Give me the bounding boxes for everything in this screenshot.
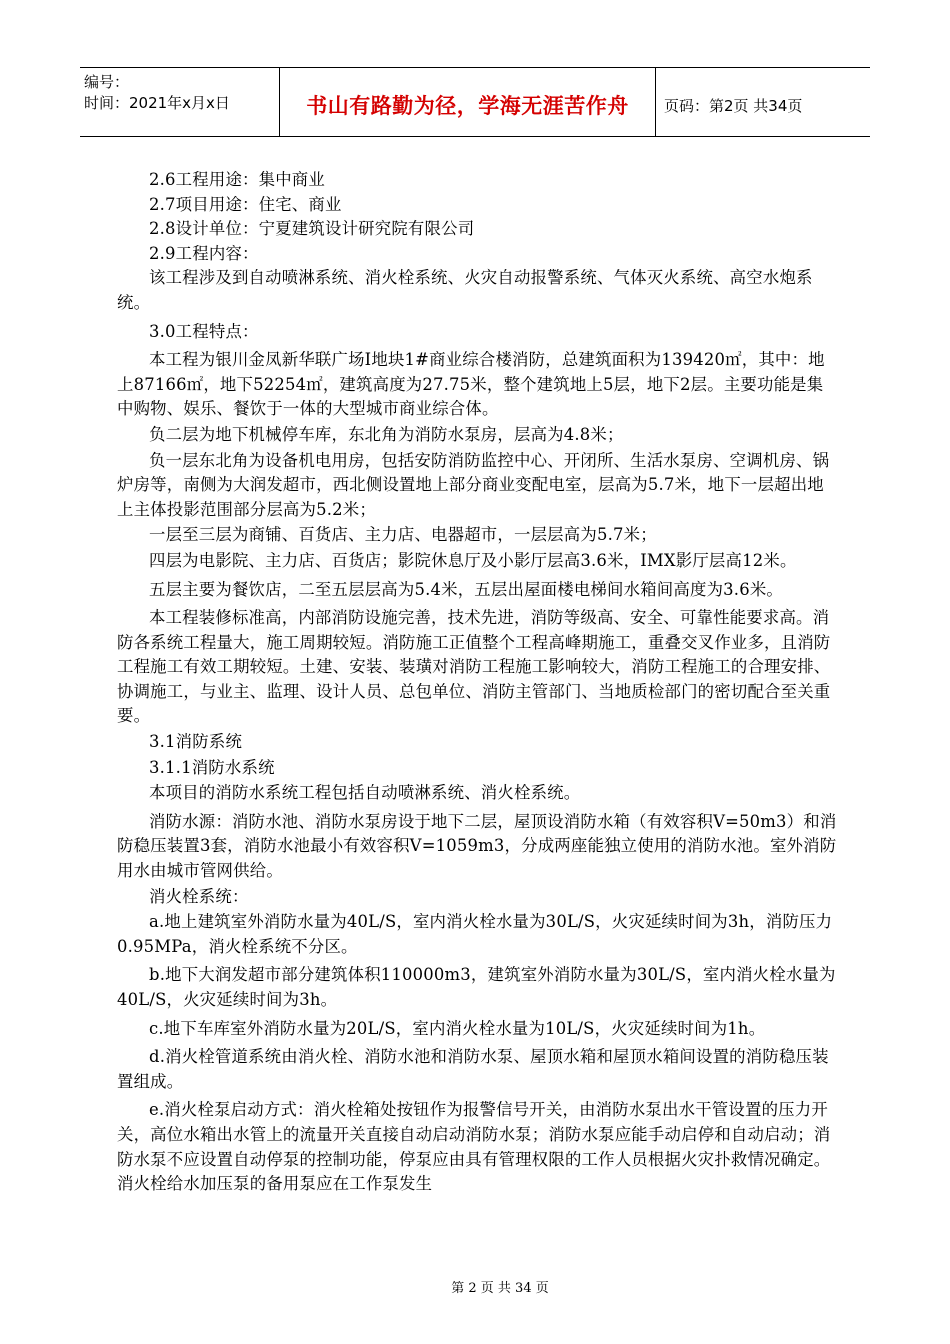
paragraph: c.地下车库室外消防水量为20L/S，室内消火栓水量为10L/S，火灾延续时间为1h。: [149, 1018, 766, 1038]
document-code-label: 编号：: [84, 73, 130, 91]
paragraph: 负一层东北角为设备机电用房，包括安防消防监控中心、开闭所、生活水泵房、空调机房、锅炉房等，南侧为大润发超市，西北侧设置地上部分商业变配电室，层高为5.7米，地下一层超出地上主体投影范围部分层高为5.2米；: [117, 450, 830, 519]
page-header: [80, 67, 870, 137]
header-right-cell: [656, 68, 870, 136]
page-footer: [0, 1277, 950, 1296]
paragraph: 该工程涉及到自动喷淋系统、消火栓系统、火灾自动报警系统、气体灭火系统、高空水炮系统。: [117, 268, 813, 312]
paragraph: 本工程为银川金凤新华联广场Ⅰ地块1#商业综合楼消防，总建筑面积为139420㎡，其中：地上87166㎡，地下52254㎡，建筑高度为27.75米，整个建筑地上5层，地下2层。主要功能是集中购物、娱乐、餐饮于一体的大型城市商业综合体。: [117, 350, 825, 419]
paragraph: 2.6工程用途：集中商业: [149, 170, 325, 189]
paragraph: e.消火栓泵启动方式：消火栓箱处按钮作为报警信号开关，由消防水泵出水干管设置的压力开关，高位水箱出水管上的流量开关直接自动启动消防水泵；消防水泵应能手动启停和自动启动；消防水泵不应设置自动停泵的控制功能，停泵应由具有管理权限的工作人员根据火灾扑救情况确定。消火栓给水加压泵的备用泵应在工作泵发生: [117, 1100, 831, 1194]
paragraph: 四层为电影院、主力店、百货店；影院休息厅及小影厅层高3.6米，IMX影厅层高12米。: [149, 550, 797, 570]
paragraph: 3.1消防系统: [149, 732, 243, 752]
paragraph: 2.9工程内容：: [149, 243, 259, 263]
paragraph: a.地上建筑室外消防水量为40L/S，室内消火栓水量为30L/S，火灾延续时间为3h，消防压力0.95MPa，消火栓系统不分区。: [117, 912, 833, 956]
paragraph: d.消火栓管道系统由消火栓、消防水池和消防水泵、屋顶水箱和屋顶水箱间设置的消防稳压装置组成。: [117, 1047, 829, 1091]
paragraph: 本工程装修标准高，内部消防设施完善，技术先进，消防等级高、安全、可靠性能要求高。消防各系统工程量大，施工周期较短。消防施工正值整个工程高峰期施工，重叠交叉作业多，且消防工程施工有效工期较短。土建、安装、装璜对消防工程施工影响较大，消防工程施工的合理安排、协调施工，与业主、监理、设计人员、总包单位、消防主管部门、当地质检部门的密切配合至关重要。: [117, 608, 831, 726]
paragraph: 3.0工程特点：: [149, 321, 259, 341]
paragraph: 一层至三层为商铺、百货店、主力店、电器超市，一层层高为5.7米；: [149, 525, 657, 545]
header-center-cell: [280, 68, 656, 136]
paragraph: 消防水源：消防水池、消防水泵房设于地下二层，屋顶设消防水箱（有效容积V=50m3）和消防稳压装置3套，消防水池最小有效容积V=1059m3，分成两座能独立使用的消防水池。室外消防用水由城市管网供给。: [117, 811, 837, 881]
paragraph: 五层主要为餐饮店，二至五层层高为5.4米，五层出屋面楼电梯间水箱间高度为3.6米。: [149, 579, 784, 599]
header-left-cell: [80, 68, 280, 136]
header-motto: 书山有路勤为径，学海无涯苦作舟: [306, 94, 629, 118]
paragraph: b.地下大润发超市部分建筑体积110000m3，建筑室外消防水量为30L/S，室内消火栓水量为40L/S，火灾延续时间为3h。: [117, 965, 836, 1009]
paragraph: 消火栓系统：: [149, 886, 249, 906]
paragraph: 2.8设计单位：宁夏建筑设计研究院有限公司: [149, 219, 475, 239]
document-date: 时间：2021年x月x日: [84, 94, 230, 112]
paragraph: 2.7项目用途：住宅、商业: [149, 194, 342, 214]
paragraph: 负二层为地下机械停车库，东北角为消防水泵房，层高为4.8米；: [149, 424, 624, 444]
paragraph: 3.1.1消防水系统: [149, 757, 275, 777]
paragraph: 本项目的消防水系统工程包括自动喷淋系统、消火栓系统。: [149, 783, 581, 803]
header-page-info: 页码：第2页 共34页: [664, 96, 803, 115]
footer-page-number: 第 2 页 共 34 页: [451, 1281, 549, 1296]
document-body: [117, 168, 837, 1197]
